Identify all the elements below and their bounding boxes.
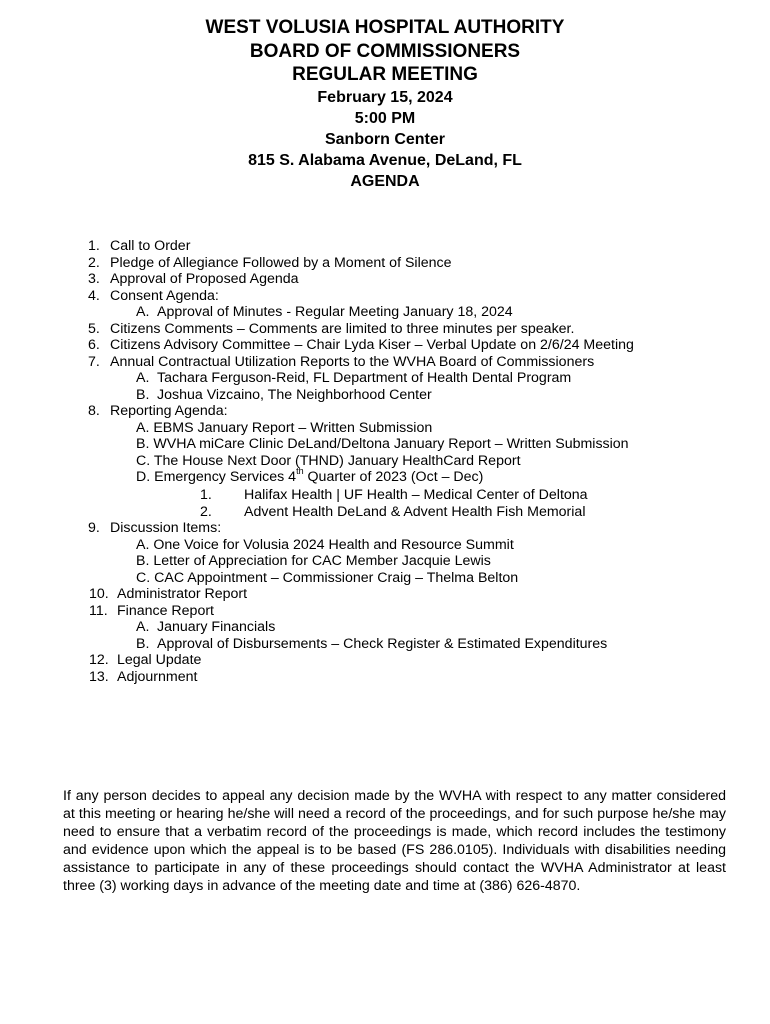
item-text: Pledge of Allegiance Followed by a Moment of Silence <box>110 254 452 271</box>
meeting-address: 815 S. Alabama Avenue, DeLand, FL <box>248 151 522 169</box>
agenda-subitem <box>0 537 770 554</box>
item-number: 8. <box>88 403 100 419</box>
agenda-item <box>0 520 770 537</box>
agenda-item <box>0 603 770 620</box>
subitem-text: C. CAC Appointment – Commissioner Craig – Thelma Belton <box>136 569 519 586</box>
subitem-letter: A. <box>136 304 150 320</box>
meeting-venue: Sanborn Center <box>324 130 445 148</box>
subitem-text: B. Letter of Appreciation for CAC Member Jacquie Lewis <box>136 553 491 569</box>
subitem-text: A. EBMS January Report – Written Submission <box>136 419 433 436</box>
agenda-subitem <box>0 570 770 587</box>
item-number: 6. <box>88 337 100 353</box>
meeting-date: February 15, 2024 <box>317 88 453 106</box>
agenda-subitem <box>0 553 770 570</box>
agenda-subitem <box>0 387 770 404</box>
subitem-text: C. The House Next Door (THND) January HealthCard Report <box>136 452 521 469</box>
agenda-item <box>0 238 770 255</box>
agenda-subitem <box>0 466 770 487</box>
agenda-item <box>0 669 770 686</box>
item-text: Adjournment <box>117 668 198 685</box>
agenda-subitem <box>0 636 770 653</box>
subitem-text-post: Quarter of 2023 (Oct – Dec) <box>303 469 484 485</box>
subitem-letter: B. <box>136 386 150 403</box>
item-number: 7. <box>88 353 100 370</box>
subitem-text: B. WVHA miCare Clinic DeLand/Deltona January Report – Written Submission <box>136 436 629 452</box>
subitem-text <box>136 466 484 486</box>
appeal-notice: If any person decides to appeal any decision made by the WVHA with respect to any matter considered at this meeting or hearing he/she will need a record of the proceedings, and for such purpose he/she may need to ensure that a verbatim record of the proceedings is made, which record includes the testimony and evidence upon which the appeal is to be based (FS 286.0105). Individuals with disabilities needing assistance to participate in any of these proceedings should contact the WVHA Administrator at least three (3) working days in advance of the meeting date and time at (386) 626-4870. <box>63 788 726 894</box>
agenda-subitem <box>0 420 770 437</box>
item-text: Citizens Advisory Committee – Chair Lyda Kiser – Verbal Update on 2/6/24 Meeting <box>110 337 634 353</box>
item-number: 10. <box>89 586 109 602</box>
agenda-subitem <box>0 619 770 636</box>
agenda-item <box>0 403 770 420</box>
subitem-letter: A. <box>136 370 150 386</box>
item-text: Discussion Items: <box>110 520 222 536</box>
item-text: Call to Order <box>110 238 191 254</box>
org-name: WEST VOLUSIA HOSPITAL AUTHORITY <box>205 17 565 38</box>
agenda-list <box>0 238 770 685</box>
agenda-item <box>0 337 770 354</box>
agenda-item <box>0 255 770 272</box>
meeting-type: REGULAR MEETING <box>292 64 478 85</box>
subsubitem-text: Advent Health DeLand & Advent Health Fish Memorial <box>244 503 586 520</box>
agenda-subitem <box>0 370 770 387</box>
agenda-item <box>0 586 770 603</box>
ordinal-suffix: th <box>296 466 304 477</box>
document-title: AGENDA <box>350 172 420 190</box>
board-name: BOARD OF COMMISSIONERS <box>249 40 521 62</box>
subitem-text: Approval of Disbursements – Check Register & Estimated Expenditures <box>157 635 608 652</box>
item-text: Reporting Agenda: <box>110 403 228 419</box>
agenda-subitem <box>0 453 770 470</box>
subitem-text: January Financials <box>157 619 276 635</box>
subitem-letter: B. <box>136 635 150 652</box>
subitem-text: Approval of Minutes - Regular Meeting January 18, 2024 <box>157 304 513 320</box>
subitem-letter: A. <box>136 619 150 635</box>
subitem-text: Tachara Ferguson-Reid, FL Department of Health Dental Program <box>157 370 572 386</box>
agenda-item <box>0 321 770 338</box>
subsubitem-text: Halifax Health | UF Health – Medical Center of Deltona <box>244 487 588 503</box>
agenda-subsubitem <box>0 504 770 521</box>
item-text: Citizens Comments – Comments are limited to three minutes per speaker. <box>110 320 575 337</box>
item-number: 13. <box>89 668 109 685</box>
item-number: 9. <box>88 520 100 536</box>
agenda-item <box>0 652 770 669</box>
item-text: Finance Report <box>117 602 214 619</box>
item-text: Administrator Report <box>117 586 248 602</box>
agenda-subitem <box>0 436 770 453</box>
agenda-subsubitem <box>0 487 770 504</box>
item-number: 12. <box>89 652 109 668</box>
item-text: Legal Update <box>117 652 202 668</box>
item-number: 2. <box>88 254 100 271</box>
agenda-item <box>0 354 770 371</box>
item-text: Annual Contractual Utilization Reports to the WVHA Board of Commissioners <box>110 353 595 370</box>
item-number: 3. <box>88 271 100 287</box>
agenda-item <box>0 271 770 288</box>
item-text: Consent Agenda: <box>110 287 219 304</box>
subsubitem-number: 1. <box>200 487 212 503</box>
agenda-subitem <box>0 304 770 321</box>
item-number: 11. <box>89 602 108 619</box>
subsubitem-number: 2. <box>200 503 212 520</box>
item-number: 1. <box>88 238 100 254</box>
subitem-text-pre: D. Emergency Services 4 <box>136 469 297 485</box>
item-number: 5. <box>88 320 100 337</box>
item-text: Approval of Proposed Agenda <box>110 271 299 287</box>
meeting-time: 5:00 PM <box>354 109 416 127</box>
item-number: 4. <box>88 287 100 304</box>
document-header <box>0 16 770 192</box>
agenda-item <box>0 288 770 305</box>
subitem-text: Joshua Vizcaino, The Neighborhood Center <box>157 386 432 403</box>
subitem-text: A. One Voice for Volusia 2024 Health and Resource Summit <box>136 536 514 553</box>
